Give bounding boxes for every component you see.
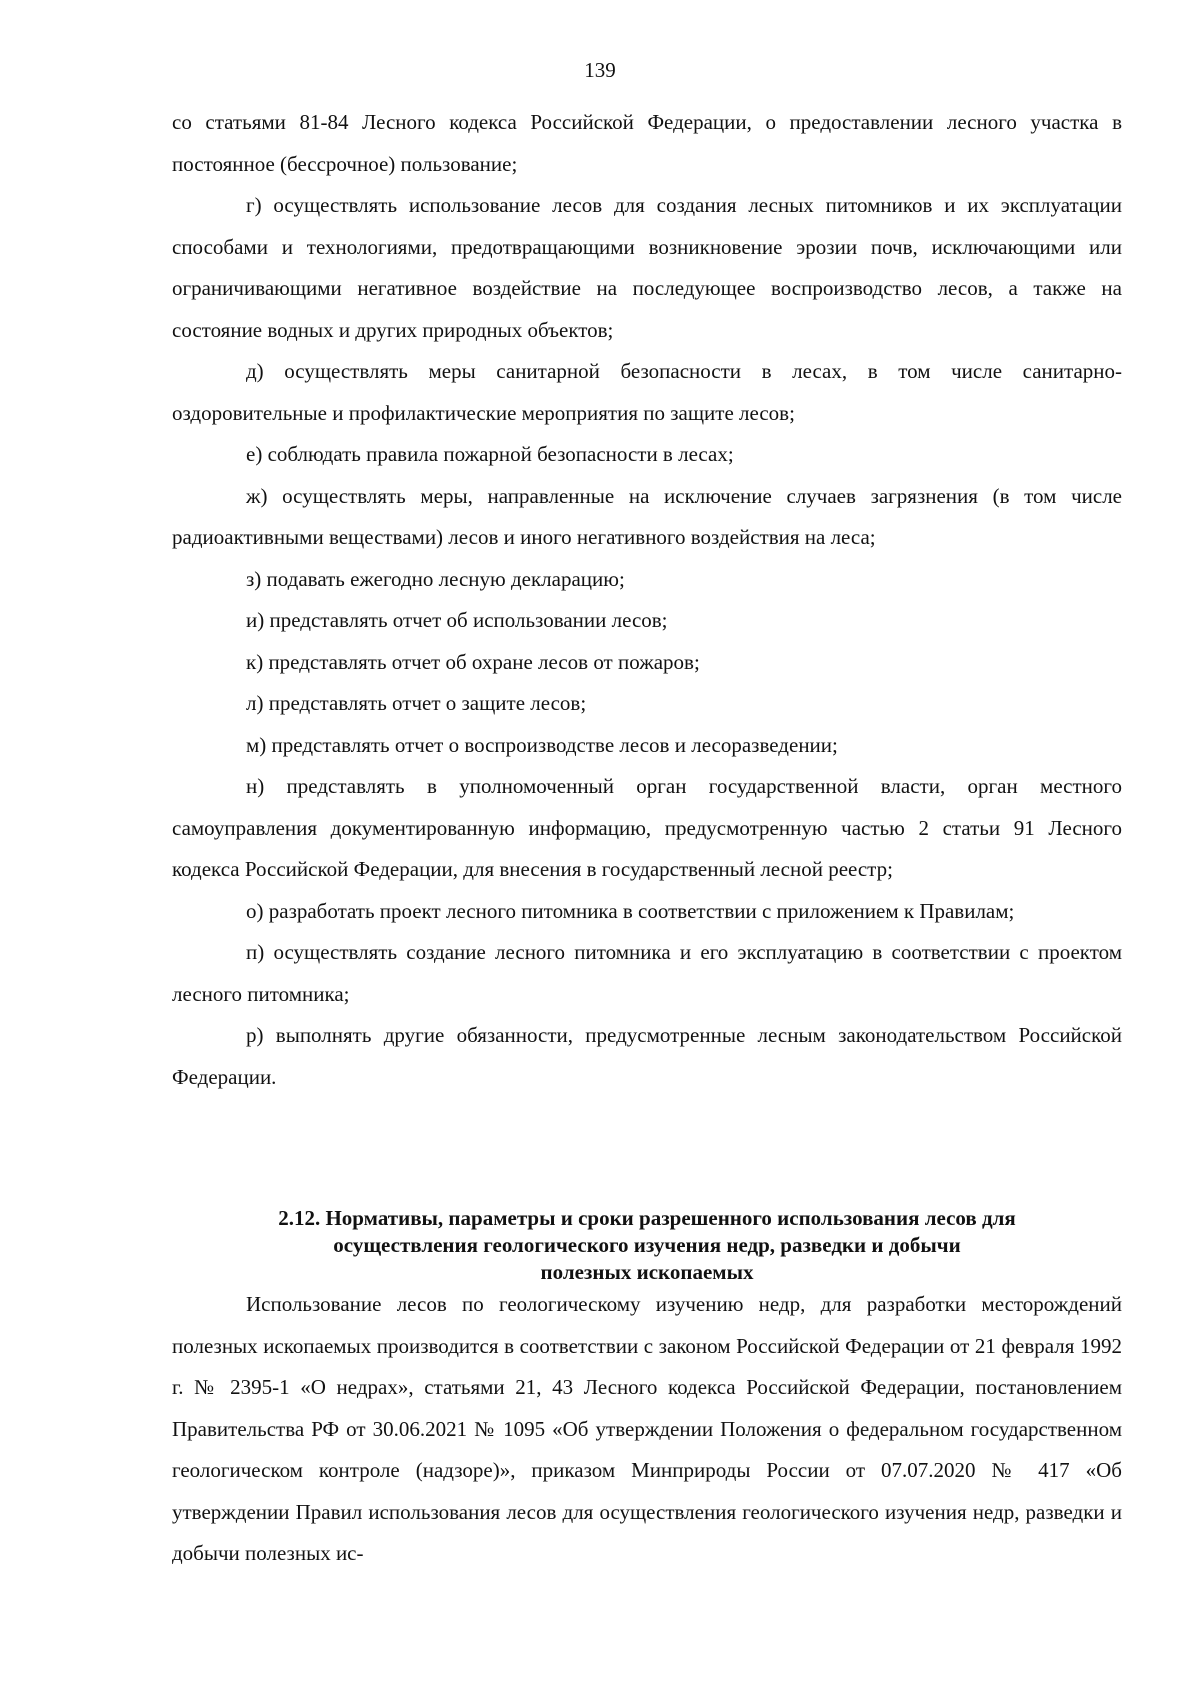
section-heading-line: 2.12. Нормативы, параметры и сроки разрешенного использования лесов для bbox=[278, 1206, 1016, 1230]
list-item: к) представлять отчет об охране лесов от пожаров; bbox=[246, 649, 700, 674]
section-paragraph: Использование лесов по геологическому изучению недр, для разработки месторождений полезных ископаемых производится в соответствии с законом Российской Федерации от 21 февраля 1992 г. № 2395-1 «О недрах», статьями 21, 43 Лесного кодекса Российской Федерации, постановлением Правительства РФ от 30.06.2021 № 1095 «Об утверждении Положения о федеральном государственном геологическом контроле (надзоре)», приказом Минприроды России от 07.07.2020 № 417 «Об утверждении Правил использования лесов для осуществления геологического изучения недр, разведки и добычи полезных ис- bbox=[172, 1292, 1122, 1565]
list-item: ж) осуществлять меры, направленные на исключение случаев загрязнения (в том числе радиоактивными веществами) лесов и иного негативного воздействия на леса; bbox=[172, 483, 1122, 549]
list-item: п) осуществлять создание лесного питомника и его эксплуатацию в соответствии с проектом лесного питомника; bbox=[172, 940, 1122, 1006]
section-heading-line: осуществления геологического изучения недр, разведки и добычи bbox=[333, 1233, 961, 1257]
list-item: и) представлять отчет об использовании лесов; bbox=[246, 608, 668, 632]
section-body bbox=[172, 1284, 1122, 1575]
list-item: л) представлять отчет о защите лесов; bbox=[246, 691, 587, 715]
list-item: з) подавать ежегодно лесную декларацию; bbox=[246, 566, 625, 591]
page-number: 139 bbox=[584, 58, 616, 82]
list-item: г) осуществлять использование лесов для создания лесных питомников и их эксплуатации способами и технологиями, предотвращающими возникновение эрозии почв, исключающими или ограничивающими негативное воздействие на последующее воспроизводство лесов, а также на состояние водных и других природных объектов; bbox=[172, 193, 1122, 342]
list-item: о) разработать проект лесного питомника в соответствии с приложением к Правилам; bbox=[246, 898, 1015, 923]
list-item: е) соблюдать правила пожарной безопасности в лесах; bbox=[246, 442, 734, 466]
list-item: м) представлять отчет о воспроизводстве лесов и лесоразведении; bbox=[246, 732, 838, 757]
obligations-list bbox=[172, 102, 1122, 1098]
list-item: н) представлять в уполномоченный орган государственной власти, орган местного самоуправления документированную информацию, предусмотренную частью 2 статьи 91 Лесного кодекса Российской Федерации, для внесения в государственный лесной реестр; bbox=[172, 774, 1122, 881]
paragraph: со статьями 81-84 Лесного кодекса Российской Федерации, о предоставлении лесного участка в постоянное (бессрочное) пользование; bbox=[172, 110, 1122, 176]
list-item: р) выполнять другие обязанности, предусмотренные лесным законодательством Российской Федерации. bbox=[172, 1023, 1122, 1089]
list-item: д) осуществлять меры санитарной безопасности в лесах, в том числе санитарно-оздоровительные и профилактические мероприятия по защите лесов; bbox=[172, 359, 1122, 425]
section-heading-line: полезных ископаемых bbox=[540, 1260, 754, 1284]
section-heading bbox=[172, 1205, 1122, 1286]
